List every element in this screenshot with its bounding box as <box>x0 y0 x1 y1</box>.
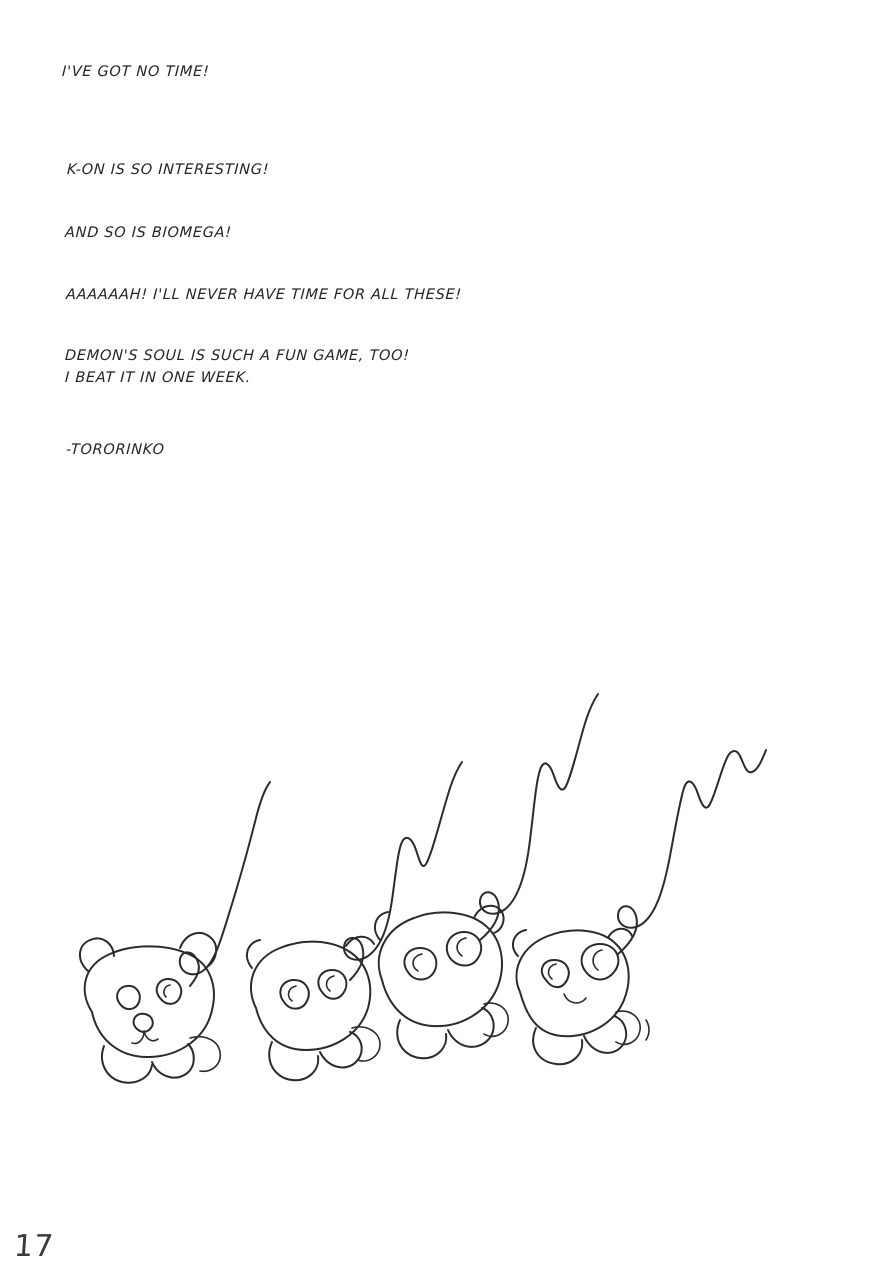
afterword-line-2: K-ON IS SO INTERESTING! <box>66 162 270 178</box>
bear-doodle-1 <box>80 782 270 1083</box>
bear-doodle-2 <box>247 762 462 1080</box>
bear-doodle-3 <box>375 694 598 1058</box>
bear-doodle-artwork <box>40 690 840 1120</box>
afterword-line-4: AAAAAAH! I'LL NEVER HAVE TIME FOR ALL THESE! <box>65 287 463 303</box>
page-number: 17 <box>12 1229 56 1264</box>
afterword-line-1: I'VE GOT NO TIME! <box>61 64 210 80</box>
afterword-line-6: I BEAT IT IN ONE WEEK. <box>64 370 252 386</box>
afterword-line-3: AND SO IS BIOMEGA! <box>64 225 233 241</box>
bear-doodle-4 <box>513 750 766 1064</box>
author-signature: -TORORINKO <box>65 442 166 458</box>
afterword-line-5: DEMON'S SOUL IS SUCH A FUN GAME, TOO! <box>64 348 411 364</box>
